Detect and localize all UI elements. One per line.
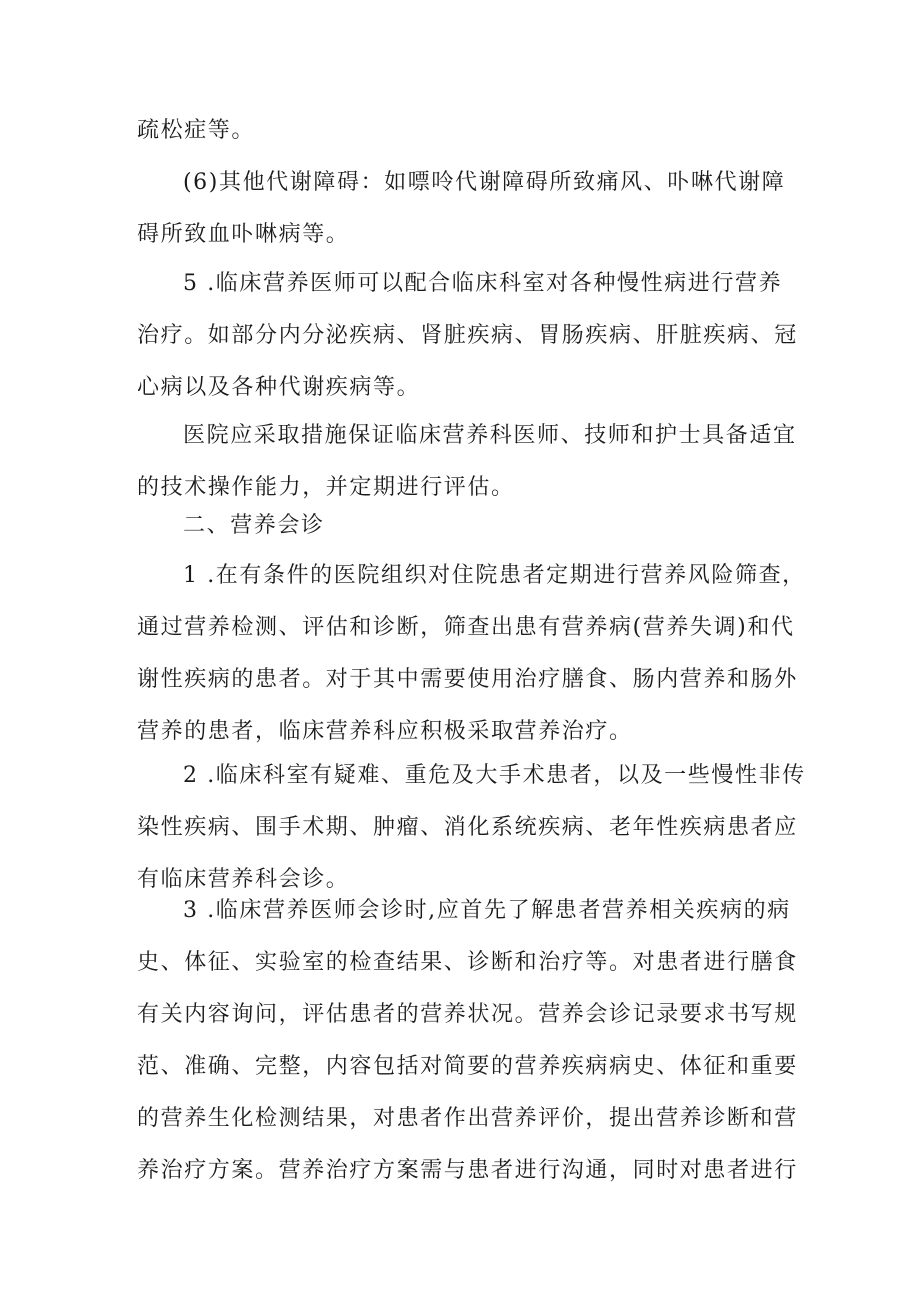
text-line: 疏松症等。 — [137, 118, 256, 143]
text-line: 医院应采取措施保证临床营养科医师、技师和护士具备适宜 — [183, 423, 797, 448]
text-line: 营养的患者，临床营养科应积极采取营养治疗。 — [137, 719, 633, 744]
paragraph-1 — [137, 105, 789, 157]
text-line: 有关内容询问，评估患者的营养状况。营养会诊记录要求书写规 — [137, 1002, 798, 1027]
text-line: 养治疗方案。营养治疗方案需与患者进行沟通，同时对患者进行 — [137, 1158, 798, 1183]
paragraph-4 — [137, 410, 797, 514]
text-line: (6)其他代谢障碍：如嘌呤代谢障碍所致痛风、卟啉代谢障 — [183, 170, 786, 195]
text-line: 的技术操作能力，并定期进行评估。 — [137, 475, 515, 500]
text-line: 染性疾病、围手术期、肿瘤、消化系统疾病、老年性疾病患者应 — [137, 815, 798, 840]
paragraph-6 — [137, 750, 806, 906]
text-line: 心病以及各种代谢疾病等。 — [137, 375, 421, 400]
text-line: 2 .临床科室有疑难、重危及大手术患者，以及一些慢性非传 — [183, 763, 806, 788]
section-heading — [137, 500, 789, 552]
paragraph-2 — [137, 157, 789, 261]
text-line: 范、准确、完整，内容包括对简要的营养疾病病史、体征和重要 — [137, 1054, 798, 1079]
text-line: 碍所致血卟啉病等。 — [137, 222, 350, 247]
paragraph-3 — [137, 258, 798, 414]
text-line: 治疗。如部分内分泌疾病、肾脏疾病、胃肠疾病、肝脏疾病、冠 — [137, 323, 798, 348]
text-line: 通过营养检测、评估和诊断，筛查出患有营养病(营养失调)和代 — [137, 615, 795, 640]
paragraph-5 — [137, 550, 806, 758]
text-line: 谢性疾病的患者。对于其中需要使用治疗膳食、肠内营养和肠外 — [137, 667, 798, 692]
text-line: 史、体征、实验室的检查结果、诊断和治疗等。对患者进行膳食 — [137, 950, 798, 975]
text-line: 3 .临床营养医师会诊时,应首先了解患者营养相关疾病的病 — [183, 898, 791, 923]
text-line: 5 .临床营养医师可以配合临床科室对各种慢性病进行营养 — [183, 271, 783, 296]
paragraph-7 — [137, 885, 798, 1197]
text-line: 的营养生化检测结果，对患者作出营养评价，提出营养诊断和营 — [137, 1106, 798, 1131]
section-heading-text: 二、营养会诊 — [183, 513, 325, 538]
text-line: 有临床营养科会诊。 — [137, 867, 350, 892]
text-line: 1 .在有条件的医院组织对住院患者定期进行营养风险筛查， — [183, 563, 806, 588]
